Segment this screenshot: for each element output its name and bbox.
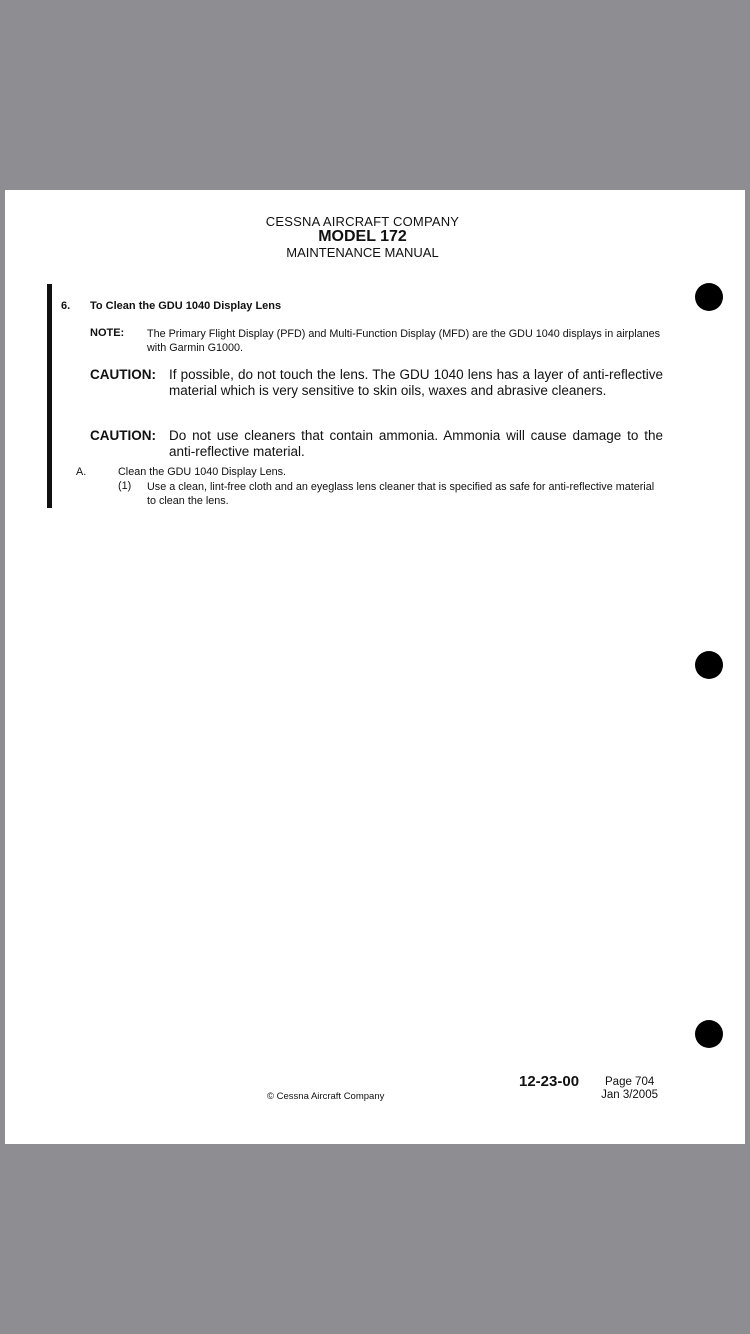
step-1-label: (1) [118,480,132,492]
caution-label-2: CAUTION: [90,428,156,443]
binder-hole-middle [695,651,723,679]
section-title: To Clean the GDU 1040 Display Lens [90,300,282,312]
step-a-text: Clean the GDU 1040 Display Lens. [118,466,287,478]
caution-text-1: If possible, do not touch the lens. The GDU 1040 lens has a layer of anti-reflective material which is very sensitive to skin oils, waxes and abrasive cleaners. [169,367,663,398]
footer-page-number: Page 704 [605,1076,655,1088]
binder-hole-bottom [695,1020,723,1048]
step-a-label: A. [76,466,87,478]
footer-copyright: © Cessna Aircraft Company [267,1091,385,1102]
caution-text-2: Do not use cleaners that contain ammonia. Ammonia will cause damage to the anti-reflective material. [169,428,663,459]
header-manual: MAINTENANCE MANUAL [286,245,439,260]
note-text: The Primary Flight Display (PFD) and Multi-Function Display (MFD) are the GDU 1040 displays in airplanes with Garmin G1000. [147,328,661,354]
note-label: NOTE: [90,327,125,339]
footer-chapter-number: 12-23-00 [519,1073,580,1090]
section-number: 6. [61,300,71,312]
footer-date: Jan 3/2005 [601,1089,658,1101]
header-model: MODEL 172 [318,228,407,245]
step-1-text: Use a clean, lint-free cloth and an eyeglass lens cleaner that is specified as safe for anti-reflective material to clean the lens. [147,481,655,507]
binder-hole-top [695,283,723,311]
header-company: CESSNA AIRCRAFT COMPANY [265,214,460,229]
manual-page [5,190,745,1144]
caution-label-1: CAUTION: [90,367,156,382]
revision-change-bar [47,284,52,508]
